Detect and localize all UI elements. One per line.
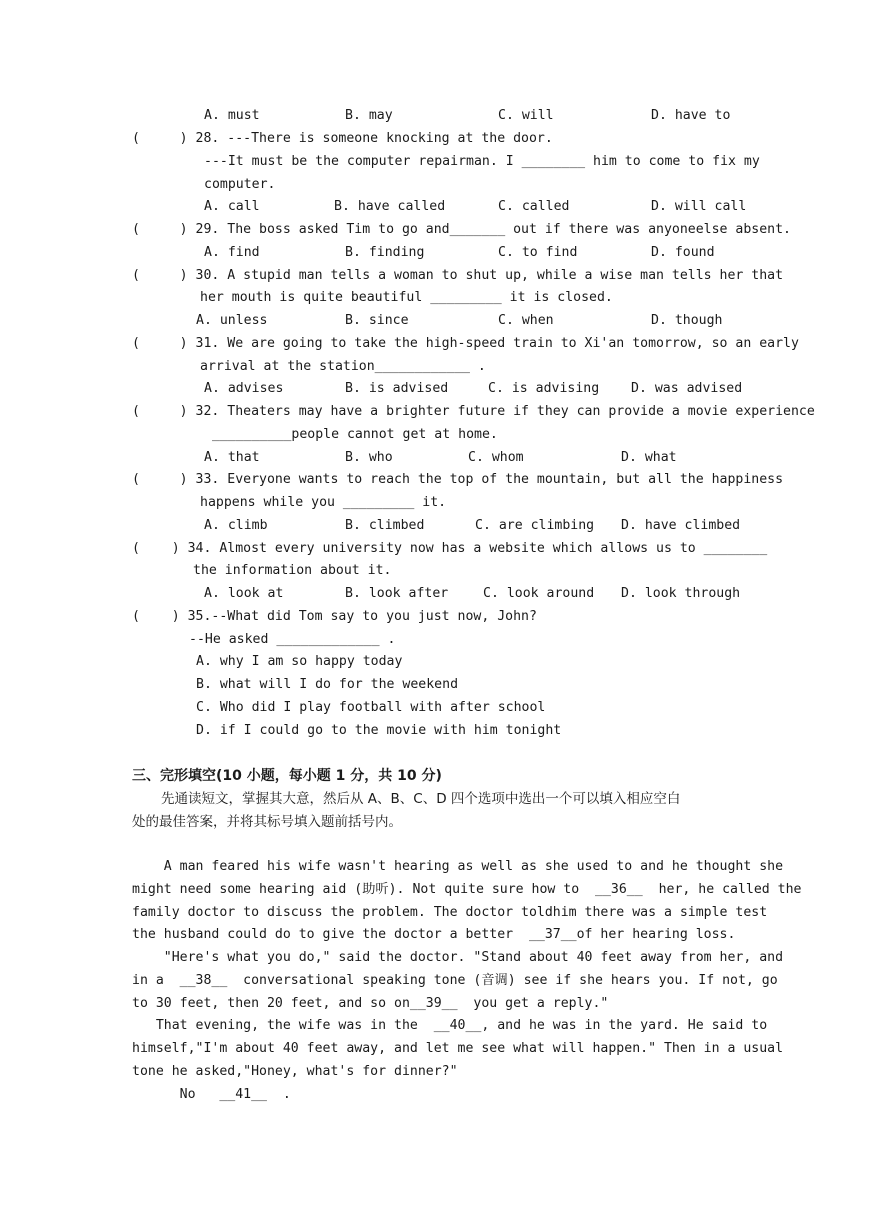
passage-line: in a __38__ conversational speaking tone (音调) see if she hears you. If not, go — [132, 973, 778, 988]
passage-line: A man feared his wife wasn't hearing as well as she used to and he thought she — [132, 859, 784, 874]
section-instructions-1: 先通读短文，掌握其大意，然后从 A、B、C、D 四个选项中选出一个可以填入相应空白 — [161, 791, 681, 807]
q32-option-b: B. who — [345, 450, 393, 465]
q33-option-d: D. have climbed — [621, 518, 741, 533]
q27-option-a: A. must — [204, 108, 260, 123]
q28-stem: ( ) 28. ---There is someone knocking at the door. — [132, 131, 553, 146]
q28-option-b: B. have called — [334, 199, 446, 214]
q28-line3: computer. — [204, 177, 276, 192]
q31-option-c: C. is advising — [488, 381, 600, 396]
q35-line2: --He asked _____________ . — [189, 632, 396, 647]
passage-line: to 30 feet, then 20 feet, and so on__39__ you get a reply." — [132, 996, 609, 1011]
passage-line: family doctor to discuss the problem. The doctor toldhim there was a simple test — [132, 905, 768, 920]
passage-line: might need some hearing aid (助听). Not quite sure how to __36__ her, he called the — [132, 882, 802, 897]
q34-option-b: B. look after — [345, 586, 449, 601]
q34-line2: the information about it. — [193, 563, 392, 578]
q32-line2: __________people cannot get at home. — [212, 427, 498, 442]
passage-line: the husband could do to give the doctor a better __37__of her hearing loss. — [132, 927, 736, 942]
q28-option-d: D. will call — [651, 199, 747, 214]
q27-option-b: B. may — [345, 108, 393, 123]
q28-option-a: A. call — [204, 199, 260, 214]
q29-stem: ( ) 29. The boss asked Tim to go and_______ out if there was anyoneelse absent. — [132, 222, 791, 237]
q29-option-c: C. to find — [498, 245, 578, 260]
q31-option-b: B. is advised — [345, 381, 449, 396]
passage-line: tone he asked,"Honey, what's for dinner?" — [132, 1064, 458, 1079]
q33-option-c: C. are climbing — [475, 518, 595, 533]
q33-stem: ( ) 33. Everyone wants to reach the top of the mountain, but all the happiness — [132, 472, 784, 487]
q35-option-a: A. why I am so happy today — [196, 654, 403, 669]
q35-option-c: C. Who did I play football with after school — [196, 700, 546, 715]
q32-option-d: D. what — [621, 450, 677, 465]
passage-line: "Here's what you do," said the doctor. "Stand about 40 feet away from her, and — [132, 950, 784, 965]
q34-option-c: C. look around — [483, 586, 595, 601]
section-instructions-2: 处的最佳答案，并将其标号填入题前括号内。 — [132, 814, 402, 830]
q31-stem: ( ) 31. We are going to take the high-speed train to Xi'an tomorrow, so an early — [132, 336, 799, 351]
q27-option-c: C. will — [498, 108, 554, 123]
q30-stem: ( ) 30. A stupid man tells a woman to shut up, while a wise man tells her that — [132, 268, 784, 283]
q30-option-b: B. since — [345, 313, 409, 328]
q29-option-a: A. find — [204, 245, 260, 260]
q28-option-c: C. called — [498, 199, 570, 214]
q29-option-b: B. finding — [345, 245, 425, 260]
q35-stem: ( ) 35.--What did Tom say to you just now, John? — [132, 609, 537, 624]
q30-line2: her mouth is quite beautiful _________ it is closed. — [200, 290, 613, 305]
q30-option-c: C. when — [498, 313, 554, 328]
section-heading: 三、完形填空(10 小题，每小题 1 分，共 10 分) — [132, 768, 442, 784]
q35-option-d: D. if I could go to the movie with him tonight — [196, 723, 562, 738]
q33-option-b: B. climbed — [345, 518, 425, 533]
q32-option-a: A. that — [204, 450, 260, 465]
passage-line: That evening, the wife was in the __40__, and he was in the yard. He said to — [132, 1018, 768, 1033]
q31-option-a: A. advises — [204, 381, 284, 396]
q32-option-c: C. whom — [468, 450, 524, 465]
q32-stem: ( ) 32. Theaters may have a brighter future if they can provide a movie experience — [132, 404, 815, 419]
q27-option-d: D. have to — [651, 108, 731, 123]
q34-stem: ( ) 34. Almost every university now has a website which allows us to ________ — [132, 541, 768, 556]
q34-option-a: A. look at — [204, 586, 284, 601]
q28-line2: ---It must be the computer repairman. I ________ him to come to fix my — [204, 154, 760, 169]
q30-option-d: D. though — [651, 313, 723, 328]
q33-option-a: A. climb — [204, 518, 268, 533]
q31-line2: arrival at the station____________ . — [200, 359, 486, 374]
passage-line: himself,"I'm about 40 feet away, and let me see what will happen." Then in a usual — [132, 1041, 784, 1056]
q30-option-a: A. unless — [196, 313, 268, 328]
passage-line: No __41__ . — [132, 1087, 291, 1102]
q31-option-d: D. was advised — [631, 381, 743, 396]
q34-option-d: D. look through — [621, 586, 741, 601]
q33-line2: happens while you _________ it. — [200, 495, 447, 510]
q29-option-d: D. found — [651, 245, 715, 260]
q35-option-b: B. what will I do for the weekend — [196, 677, 459, 692]
